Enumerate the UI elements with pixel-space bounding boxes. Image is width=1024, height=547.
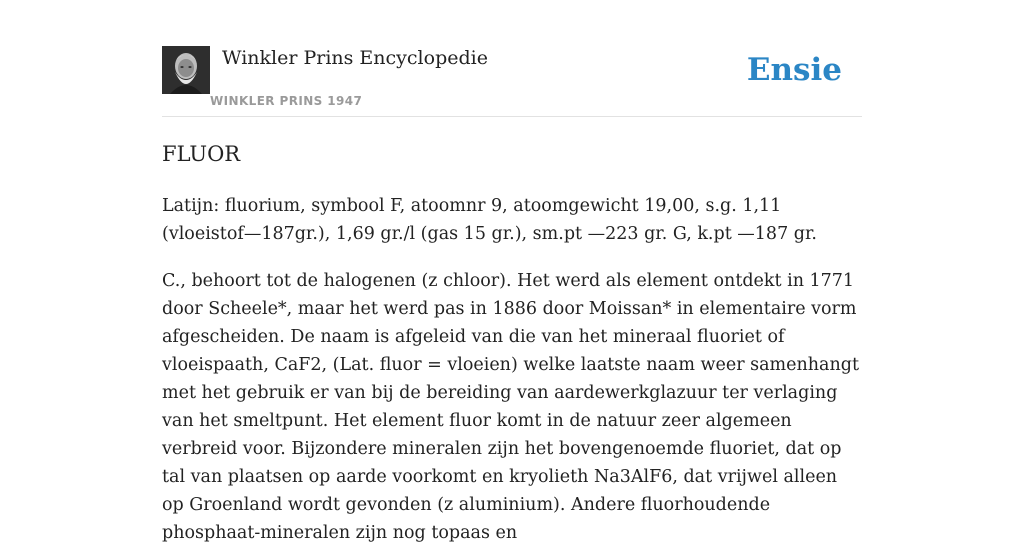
author-portrait-icon[interactable]: [162, 46, 210, 94]
article-title: FLUOR: [162, 142, 241, 166]
source-header: [162, 46, 862, 117]
article-paragraph: C., behoort tot de halogenen (z chloor). Het werd als element ontdekt in 1771 door Scheele*, maar het werd pas in 1886 door Moissan* in elementaire vorm afgescheiden. De naam is afgeleid van die van het mineraal fluoriet of vloeispaath, CaF2, (Lat. fluor = vloeien) welke laatste naam weer samenhangt met het gebruik er van bij de bereiding van aardewerkglazuur ter verlaging van het smeltpunt. Het element fluor komt in de natuur zeer algemeen verbreid voor. Bijzondere mineralen zijn het bovengenoemde fluoriet, dat op tal van plaatsen op aarde voorkomt en kryolieth Na3AlF6, dat vrijwel alleen op Groenland wordt gevonden (z aluminium). Andere fluorhoudende phosphaat-mineralen zijn nog topaas en: [162, 271, 859, 543]
source-title[interactable]: Winkler Prins Encyclopedie: [222, 47, 488, 69]
ensie-logo[interactable]: Ensie: [746, 52, 842, 88]
source-edition[interactable]: WINKLER PRINS 1947: [210, 94, 363, 108]
article-paragraph: Latijn: fluorium, symbool F, atoomnr 9, atoomgewicht 19,00, s.g. 1,11 (vloeistof—187gr.), 1,69 gr./l (gas 15 gr.), sm.pt —223 gr. G, k.pt —187 gr.: [162, 196, 817, 244]
